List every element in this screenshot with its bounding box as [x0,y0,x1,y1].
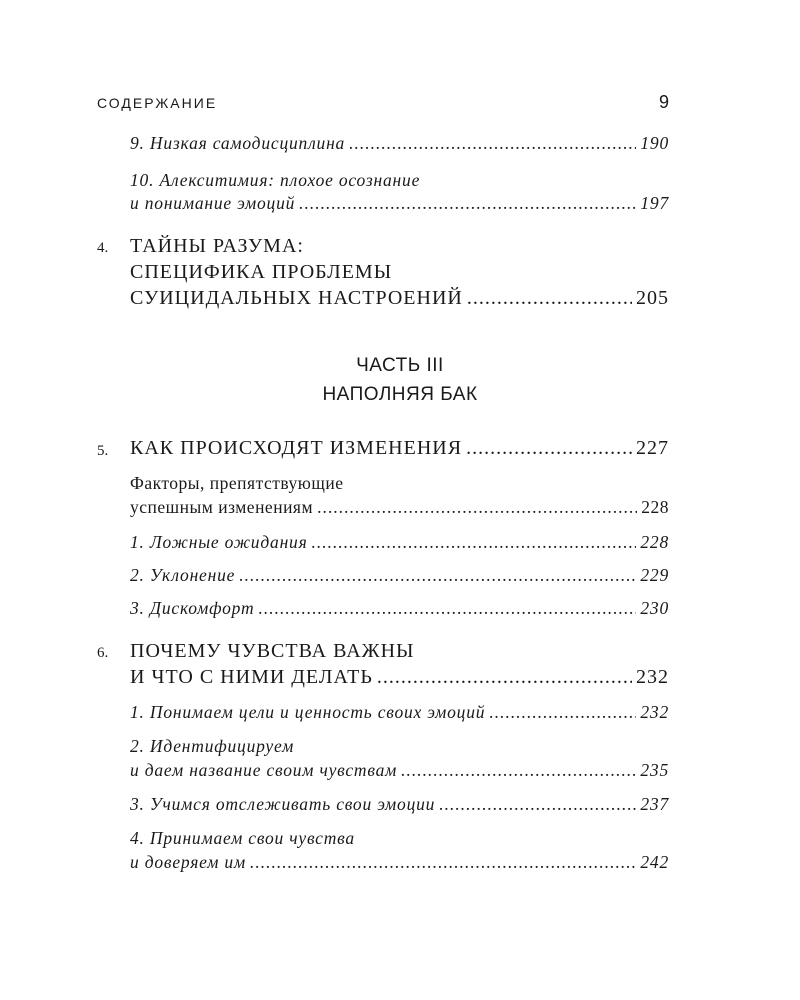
toc-entry[interactable] [130,532,669,553]
toc-entry-line1: 10. Алекситимия: плохое осознание [130,170,421,190]
leader-dots [250,852,636,873]
toc-entry-title: и даем название своим чувствам [130,760,398,780]
chapter-title-line1: ПОЧЕМУ ЧУВСТВА ВАЖНЫ [130,640,415,662]
chapter-title-line1: ТАЙНЫ РАЗУМА: [130,235,304,257]
toc-entry-line2 [130,497,669,518]
toc-entry-title: 9. Низкая самодисциплина [130,133,346,153]
leader-dots [299,193,636,214]
chapter-title-line2: СПЕЦИФИКА ПРОБЛЕМЫ [130,261,393,283]
running-title: СОДЕРЖАНИЕ [97,95,218,111]
leader-dots [489,702,636,723]
page-number: 9 [658,92,669,112]
chapter-page: 205 [636,287,669,309]
toc-entry-page: 229 [640,565,669,585]
part-label: ЧАСТЬ III [356,355,444,376]
toc-entry-page: 232 [640,702,669,722]
toc-entry-title: 1. Ложные ожидания [130,532,308,552]
chapter-title-line3 [130,287,669,310]
toc-entry-page: 228 [640,532,669,552]
toc-entry-page: 190 [640,133,669,153]
leader-dots [349,133,636,154]
toc-entry[interactable] [130,598,669,619]
leader-dots [377,666,632,689]
toc-entry[interactable] [130,702,669,723]
leader-dots [239,565,636,586]
chapter-title: СУИЦИДАЛЬНЫХ НАСТРОЕНИЙ [130,287,463,309]
leader-dots [467,287,632,310]
toc-entry-title: и понимание эмоций [130,193,296,213]
toc-entry-line2 [130,193,669,214]
chapter-page: 232 [636,666,669,688]
leader-dots [258,598,636,619]
toc-entry-page: 242 [640,852,669,872]
toc-entry[interactable] [130,133,669,154]
chapter-number: 6. [97,645,109,661]
toc-entry-line1: 2. Идентифицируем [130,736,295,756]
part-title: НАПОЛНЯЯ БАК [322,384,478,405]
chapter-number: 4. [97,240,109,256]
toc-entry-title: 1. Понимаем цели и ценность своих эмоций [130,702,486,722]
leader-dots [312,532,637,553]
chapter-title: КАК ПРОИСХОДЯТ ИЗМЕНЕНИЯ [130,437,463,459]
toc-entry-title: 3. Учимся отслеживать свои эмоции [130,794,436,814]
toc-entry-title: 2. Уклонение [130,565,236,585]
chapter-title: И ЧТО С НИМИ ДЕЛАТЬ [130,666,373,688]
leader-dots [466,437,632,460]
toc-entry-line1: 4. Принимаем свои чувства [130,828,355,848]
toc-entry-line2 [130,760,669,781]
toc-entry[interactable] [130,565,669,586]
toc-entry-page: 228 [641,497,669,517]
toc-entry-title: и доверяем им [130,852,246,872]
chapter-title-line [130,437,669,460]
chapter-title-line2 [130,666,669,689]
toc-entry-page: 197 [640,193,669,213]
leader-dots [317,497,637,518]
toc-entry-page: 235 [640,760,669,780]
chapter-number: 5. [97,443,109,459]
toc-entry-line2 [130,852,669,873]
leader-dots [439,794,636,815]
running-head [97,92,669,113]
toc-entry-title: успешным изменениям [130,497,314,517]
toc-entry[interactable] [130,794,669,815]
toc-entry-line1: Факторы, препятствующие [130,473,344,493]
toc-entry-page: 237 [640,794,669,814]
chapter-page: 227 [636,437,669,459]
toc-entry-page: 230 [640,598,669,618]
leader-dots [401,760,636,781]
toc-entry-title: 3. Дискомфорт [130,598,255,618]
